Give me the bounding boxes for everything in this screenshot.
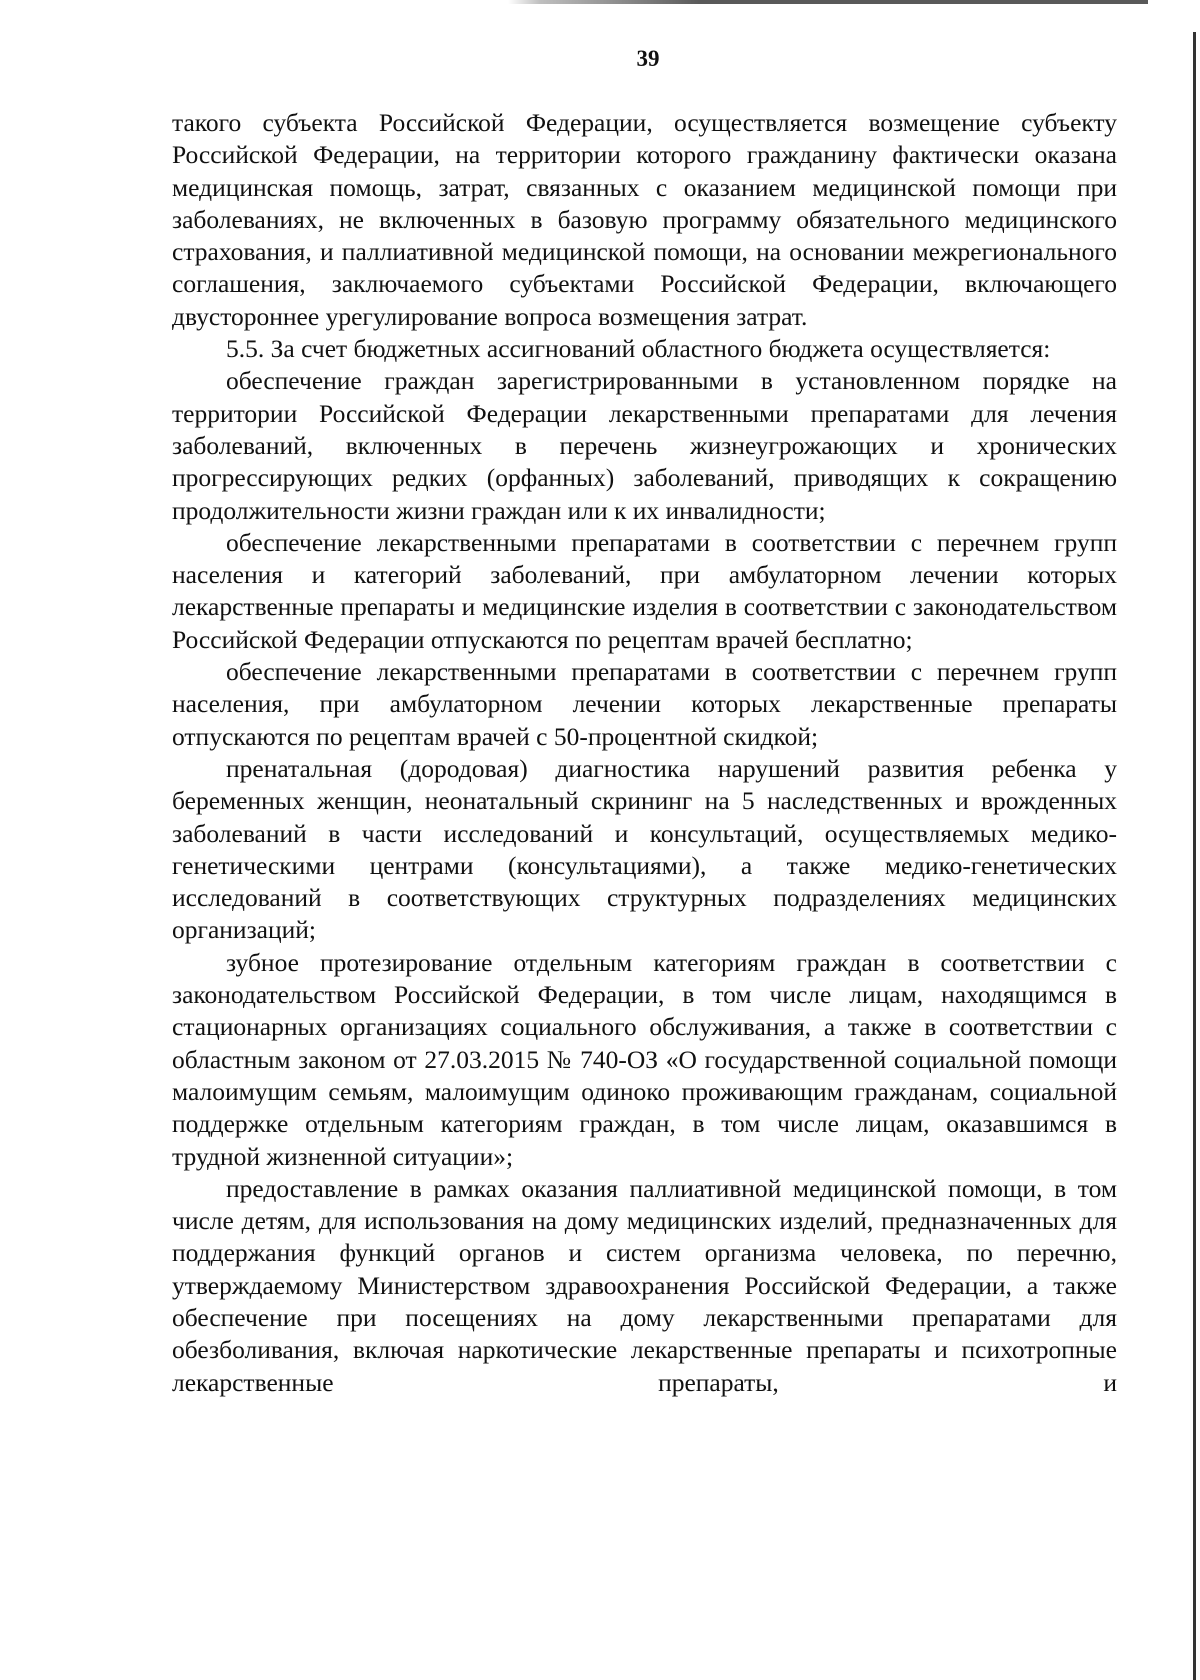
paragraph-orphan-diseases: обеспечение граждан зарегистрированными в установленном порядке на территории Российской Федерации лекарственными препаратами для лечения заболеваний, включенных в перечень жизнеугрожающих и хронических прогрессирующих редких (орфанных) заболеваний, приводящих к сокращению продолжительности жизни граждан или к их инвалидности;	[172, 366, 1117, 525]
paragraph-prenatal-diagnostics: пренатальная (дородовая) диагностика нарушений развития ребенка у беременных женщин, неонатальный скрининг на 5 наследственных и врожденных заболеваний в части исследований и консультаций, осуществляемых медико-генетическими центрами (консультациями), а также медико-генетических исследований в соответствующих структурных подразделениях медицинских организаций;	[172, 753, 1117, 945]
document-body	[172, 107, 1117, 1399]
scan-right-edge	[1193, 32, 1196, 1680]
paragraph-dental-prosthetics: зубное протезирование отдельным категориям граждан в соответствии с законодательством Российской Федерации, в том числе лицам, находящимся в стационарных организациях социального обслуживания, а также в соответствии с областным законом от 27.03.2015 № 740-ОЗ «О государственной социальной помощи малоимущим семьям, малоимущим одиноко проживающим гражданам, социальной поддержке отдельным категориям граждан, в том числе лицам, оказавшимся в трудной жизненной ситуации»;	[172, 947, 1117, 1171]
scan-top-edge	[508, 0, 1148, 4]
paragraph-continuation: такого субъекта Российской Федерации, осуществляется возмещение субъекту Российской Федерации, на территории которого гражданину фактически оказана медицинская помощь, затрат, связанных с оказанием медицинской помощи при заболеваниях, не включенных в базовую программу обязательного медицинского страхования, и паллиативной медицинской помощи, на основании межрегионального соглашения, заключаемого субъектами Российской Федерации, включающего двустороннее урегулирование вопроса возмещения затрат.	[172, 108, 1117, 331]
paragraph-free-drugs: обеспечение лекарственными препаратами в соответствии с перечнем групп населения и категорий заболеваний, при амбулаторном лечении которых лекарственные препараты и медицинские изделия в соответствии с законодательством Российской Федерации отпускаются по рецептам врачей бесплатно;	[172, 527, 1117, 654]
paragraph-discount-drugs: обеспечение лекарственными препаратами в соответствии с перечнем групп населения, при амбулаторном лечении которых лекарственные препараты отпускаются по рецептам врачей с 50-процентной скидкой;	[172, 657, 1117, 751]
paragraph-palliative-care: предоставление в рамках оказания паллиативной медицинской помощи, в том числе детям, для использования на дому медицинских изделий, предназначенных для поддержания функций органов и систем организма человека, по перечню, утверждаемому Министерством здравоохранения Российской Федерации, а также обеспечение при посещениях на дому лекарственными препаратами для обезболивания, включая наркотические лекарственные препараты и психотропные лекарственные препараты, и	[172, 1173, 1117, 1397]
paragraph-section-5-5: 5.5. За счет бюджетных ассигнований областного бюджета осуществляется:	[226, 334, 1051, 364]
page-number: 39	[636, 46, 660, 71]
